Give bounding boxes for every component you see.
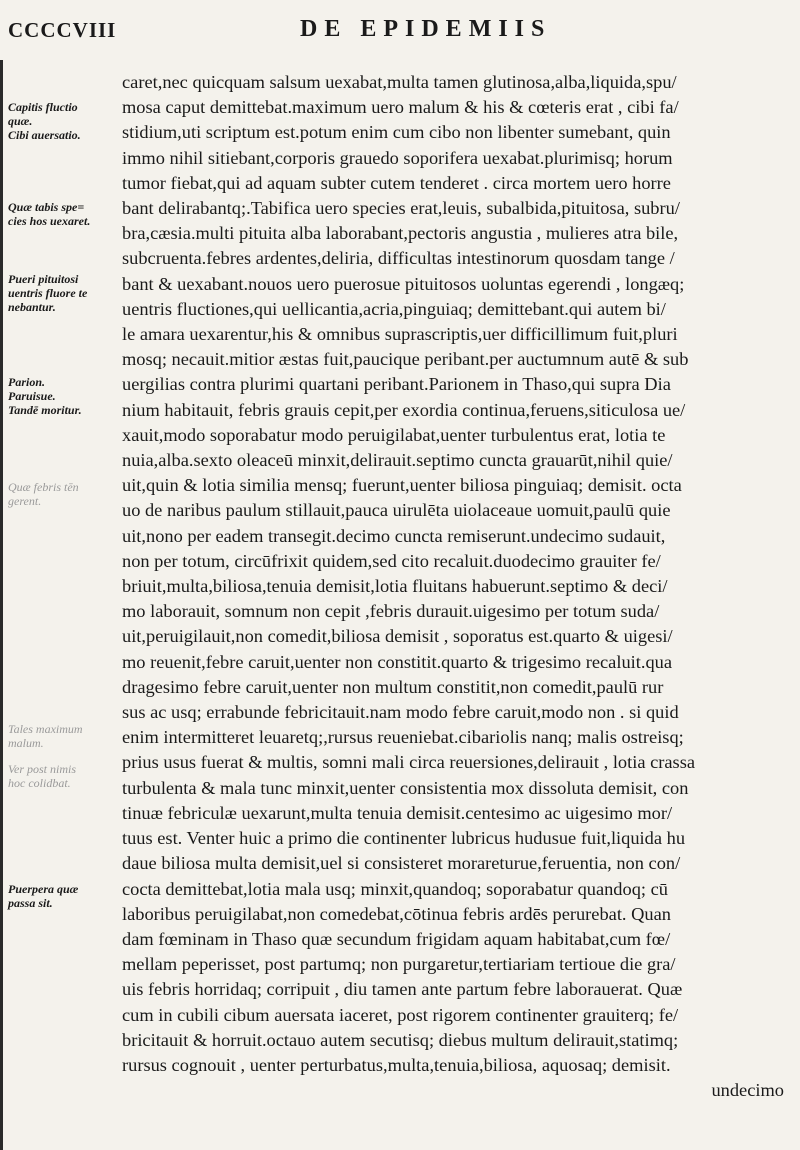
text-line: prius usus fuerat & multis, somni mali circa reuersiones,delirauit , lotia crassa bbox=[122, 752, 696, 773]
text-line: dragesimo febre caruit,uenter non multum constitit,non comedit,paulū rur bbox=[122, 676, 664, 697]
margin-note-line: Tandē moritur. bbox=[8, 403, 82, 417]
text-line: bra,cæsia.multi pituita alba laborabant,pectoris angustia , mulieres atra bile, bbox=[122, 223, 679, 244]
margin-note-line: uentris fluore te bbox=[8, 286, 88, 300]
text-line: mellam peperisset, post partumq; non purgaretur,tertiariam tertioue die gra/ bbox=[122, 954, 676, 975]
text-line: uo de naribus paulum stillauit,pauca uirulēta uiolaceaue uomuit,paulū quie bbox=[122, 500, 671, 521]
text-line: uentris fluctiones,qui uellicantia,acria,pinguiaq; demittebant.qui autem bi/ bbox=[122, 298, 666, 319]
text-line: cum in cubili cibum auersata iaceret, post rigorem continenter grauiterq; fe/ bbox=[122, 1004, 679, 1025]
text-line: immo nihil sitiebant,corporis grauedo soporifera uexabat.plurimisq; horum bbox=[122, 147, 673, 168]
margin-note bbox=[8, 200, 116, 228]
text-line: uis febris horridaq; corripuit , diu tamen ante partum febre laborauerat. Quæ bbox=[122, 979, 683, 1000]
text-line: uit,peruigilauit,non comedit,biliosa demisit , soporatus est.quarto & uigesi/ bbox=[122, 626, 673, 647]
margin-note bbox=[8, 722, 116, 750]
margin-note-line: passa sit. bbox=[8, 896, 53, 910]
text-line: le amara uexarentur,his & omnibus suprascriptis,uer difficillimum fuit,pluri bbox=[122, 324, 678, 345]
margin-note-line: Tales maximum bbox=[8, 722, 83, 736]
text-line: mo laborauit, somnum non cepit ,febris durauit.uigesimo per totum suda/ bbox=[122, 601, 660, 622]
margin-note-line: Pueri pituitosi bbox=[8, 272, 79, 286]
text-line: uergilias contra plurimi quartani peribant.Parionem in Thaso,qui supra Dia bbox=[122, 374, 671, 395]
margin-note-line: hoc colidbat. bbox=[8, 776, 71, 790]
margin-note-line: Parion. bbox=[8, 375, 46, 389]
margin-note-line: Quæ febris tēn bbox=[8, 480, 79, 494]
margin-note-line: Cibi auersatio. bbox=[8, 128, 81, 142]
text-line: rursus cognouit , uenter perturbatus,multa,tenuia,biliosa, aquosaq; demisit. bbox=[122, 1054, 671, 1075]
margin-note-line: cies hos uexaret. bbox=[8, 214, 91, 228]
catchword: undecimo bbox=[711, 1080, 784, 1100]
text-line: laboribus peruigilabat,non comedebat,cōtinua febris ardēs perurebat. Quan bbox=[122, 903, 671, 924]
text-line: tumor fiebat,qui ad aquam subter cutem tenderet . circa mortem uero horre bbox=[122, 172, 671, 193]
margin-note-line: gerent. bbox=[8, 494, 42, 508]
text-line: uit,nono per eadem transegit.decimo cuncta remiserunt.undecimo sudauit, bbox=[122, 525, 666, 546]
text-line: cocta demittebat,lotia mala usq; minxit,quandoq; soporabatur quandoq; cū bbox=[122, 878, 668, 899]
margin-note bbox=[8, 272, 116, 314]
text-line: bant delirabantq;.Tabifica uero species erat,leuis, subalbida,pituitosa, subru/ bbox=[122, 198, 680, 219]
text-line: turbulenta & mala tunc minxit,uenter consistentia mox dissoluta demisit, con bbox=[122, 777, 689, 798]
text-line: uit,quin & lotia similia mensq; fuerunt,uenter biliosa pinguiaq; demisit. octa bbox=[122, 475, 682, 496]
text-line: caret,nec quicquam salsum uexabat,multa tamen glutinosa,alba,liquida,spu/ bbox=[122, 72, 677, 92]
text-line: mosq; necauit.mitior æstas fuit,paucique peribant.per auctumnum autē & sub bbox=[122, 349, 689, 370]
margin-note-line: nebantur. bbox=[8, 300, 56, 314]
text-line: nium habitauit, febris grauis cepit,per exordia continua,feruens,siticulosa ue/ bbox=[122, 399, 686, 420]
text-line: daue biliosa multa demisit,uel si consisteret morareturue,feruentia, non con/ bbox=[122, 853, 681, 874]
text-line: mo reuenit,febre caruit,uenter non constitit.quarto & trigesimo recaluit.qua bbox=[122, 651, 673, 672]
margin-note-line: Paruisue. bbox=[8, 389, 56, 403]
margin-note-line: quæ. bbox=[8, 114, 33, 128]
main-text-block bbox=[122, 70, 790, 1078]
text-line: tuus est. Venter huic a primo die continenter lubricus hudusue fuit,liquida hu bbox=[122, 828, 686, 849]
text-line: briuit,multa,biliosa,tenuia demisit,lotia fluitans habuerunt.septimo & deci/ bbox=[122, 576, 668, 597]
margin-note bbox=[8, 480, 116, 508]
text-line: bricitauit & horruit.octauo autem secutisq; diebus multum delirauit,statimq; bbox=[122, 1029, 679, 1050]
margin-note bbox=[8, 762, 116, 790]
text-line: enim intermitteret leuaretq;,rursus reueniebat.cibariolis nanq; malis ostreisq; bbox=[122, 727, 684, 748]
margin-note bbox=[8, 100, 116, 142]
running-title: DE EPIDEMIIS bbox=[300, 16, 552, 42]
margin-note-line: Capitis fluctio bbox=[8, 100, 78, 114]
text-line: non per totum, circūfrixit quidem,sed cito recaluit.duodecimo grauiter fe/ bbox=[122, 550, 661, 571]
margin-note bbox=[8, 882, 116, 910]
page-edge-rule bbox=[0, 60, 3, 1150]
text-line: tinuæ febriculæ uexarunt,multa tenuia demisit.centesimo ac uigesimo mor/ bbox=[122, 802, 673, 823]
margin-note-line: Quæ tabis spe= bbox=[8, 200, 85, 214]
margin-note-line: malum. bbox=[8, 736, 44, 750]
margin-note-line: Ver post nimis bbox=[8, 762, 77, 776]
text-line: mosa caput demittebat.maximum uero malum & his & cœteris erat , cibi fa/ bbox=[122, 97, 679, 118]
text-line: xauit,modo soporabatur modo peruigilabat,uenter turbulentus erat, lotia te bbox=[122, 424, 666, 445]
text-line: sus ac usq; errabunde febricitauit.nam modo febre caruit,modo non . si quid bbox=[122, 702, 679, 723]
text-line: bant & uexabant.nouos uero puerosue pituitosos uoluntas egerendi , longæq; bbox=[122, 273, 685, 294]
margin-note-line: Puerpera quæ bbox=[8, 882, 79, 896]
text-line: nuia,alba.sexto oleaceū minxit,delirauit.septimo cuncta grauarūt,nihil quie/ bbox=[122, 450, 673, 471]
text-line: dam fœminam in Thaso quæ secundum frigidam aquam habitabat,cum fœ/ bbox=[122, 928, 671, 949]
folio-number: CCCCVIII bbox=[8, 18, 117, 42]
margin-note bbox=[8, 375, 116, 417]
text-line: subcruenta.febres ardentes,deliria, difficultas intestinorum quosdam tange / bbox=[122, 248, 675, 269]
text-line: stidium,uti scriptum est.potum enim cum cibo non libenter sumebant, quin bbox=[122, 122, 671, 143]
